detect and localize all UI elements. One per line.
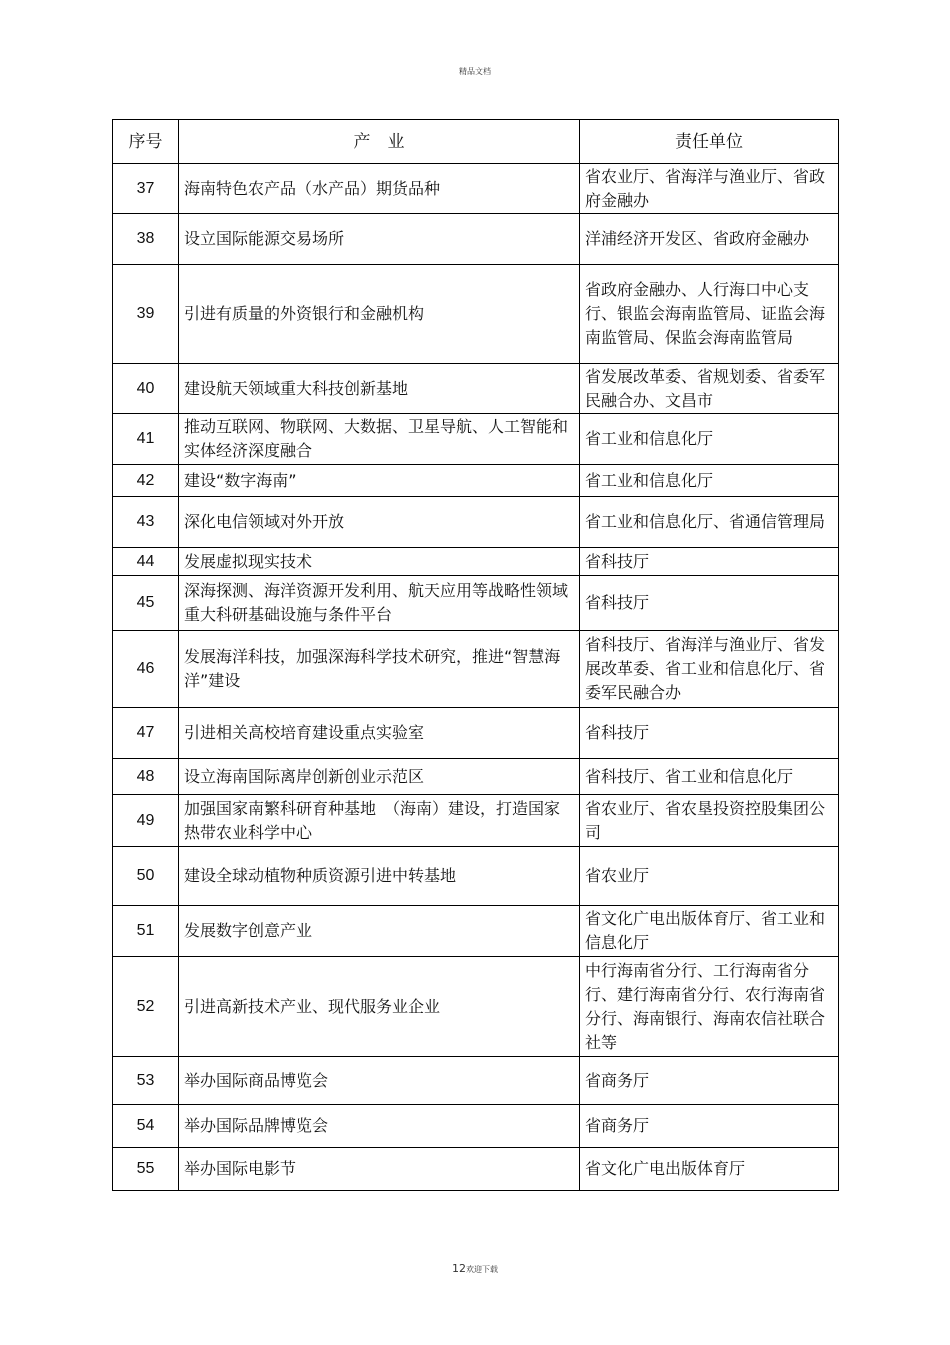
row-industry: 加强国家南繁科研育种基地 （海南）建设，打造国家热带农业科学中心 — [179, 795, 580, 847]
row-index: 52 — [113, 957, 179, 1057]
row-industry: 引进高新技术产业、现代服务业企业 — [179, 957, 580, 1057]
page-number: 12 — [452, 1262, 466, 1275]
table-row — [113, 631, 839, 708]
row-unit: 省科技厅 — [580, 576, 839, 631]
table-row — [113, 1057, 839, 1105]
table-row — [113, 214, 839, 265]
row-unit: 省科技厅、省海洋与渔业厅、省发展改革委、省工业和信息化厅、省委军民融合办 — [580, 631, 839, 708]
row-industry: 建设全球动植物种质资源引进中转基地 — [179, 847, 580, 906]
row-unit: 省科技厅、省工业和信息化厅 — [580, 759, 839, 795]
table-row — [113, 1148, 839, 1191]
row-index: 41 — [113, 414, 179, 465]
header-index: 序号 — [113, 120, 179, 164]
table-row — [113, 576, 839, 631]
row-industry: 建设航天领域重大科技创新基地 — [179, 364, 580, 414]
row-unit: 省农业厅、省海洋与渔业厅、省政府金融办 — [580, 164, 839, 214]
row-unit: 省工业和信息化厅、省通信管理局 — [580, 497, 839, 548]
row-unit: 中行海南省分行、工行海南省分行、建行海南省分行、农行海南省分行、海南银行、海南农信社联合社等 — [580, 957, 839, 1057]
row-unit: 省科技厅 — [580, 708, 839, 759]
row-industry: 深海探测、海洋资源开发利用、航天应用等战略性领域重大科研基础设施与条件平台 — [179, 576, 580, 631]
row-industry: 引进相关高校培育建设重点实验室 — [179, 708, 580, 759]
row-index: 38 — [113, 214, 179, 265]
header-note: 精品文档 — [459, 67, 491, 76]
row-unit: 省文化广电出版体育厅、省工业和信息化厅 — [580, 906, 839, 957]
row-industry: 建设“数字海南” — [179, 465, 580, 497]
table-row — [113, 708, 839, 759]
row-index: 51 — [113, 906, 179, 957]
table-row — [113, 795, 839, 847]
row-unit: 洋浦经济开发区、省政府金融办 — [580, 214, 839, 265]
row-index: 37 — [113, 164, 179, 214]
row-unit: 省政府金融办、人行海口中心支行、银监会海南监管局、证监会海南监管局、保监会海南监管局 — [580, 265, 839, 364]
row-unit: 省农业厅 — [580, 847, 839, 906]
page-footer — [0, 1262, 950, 1275]
row-index: 46 — [113, 631, 179, 708]
table-row — [113, 164, 839, 214]
table-row — [113, 1105, 839, 1148]
row-unit: 省商务厅 — [580, 1057, 839, 1105]
row-index: 47 — [113, 708, 179, 759]
row-index: 50 — [113, 847, 179, 906]
table-row — [113, 847, 839, 906]
row-index: 49 — [113, 795, 179, 847]
row-industry: 发展数字创意产业 — [179, 906, 580, 957]
row-industry: 设立国际能源交易场所 — [179, 214, 580, 265]
row-index: 45 — [113, 576, 179, 631]
row-index: 55 — [113, 1148, 179, 1191]
row-unit: 省文化广电出版体育厅 — [580, 1148, 839, 1191]
responsibility-table — [112, 119, 839, 1191]
header-unit: 责任单位 — [580, 120, 839, 164]
row-industry: 发展虚拟现实技术 — [179, 548, 580, 576]
row-industry: 举办国际品牌博览会 — [179, 1105, 580, 1148]
row-index: 39 — [113, 265, 179, 364]
row-index: 44 — [113, 548, 179, 576]
row-index: 54 — [113, 1105, 179, 1148]
row-unit: 省商务厅 — [580, 1105, 839, 1148]
row-index: 42 — [113, 465, 179, 497]
table-row — [113, 414, 839, 465]
row-industry: 发展海洋科技，加强深海科学技术研究，推进“智慧海洋”建设 — [179, 631, 580, 708]
row-industry: 推动互联网、物联网、大数据、卫星导航、人工智能和实体经济深度融合 — [179, 414, 580, 465]
table-row — [113, 265, 839, 364]
row-index: 48 — [113, 759, 179, 795]
footer-text: 欢迎下载 — [466, 1265, 498, 1274]
row-unit: 省农业厅、省农垦投资控股集团公司 — [580, 795, 839, 847]
row-industry: 设立海南国际离岸创新创业示范区 — [179, 759, 580, 795]
table-row — [113, 548, 839, 576]
table-row — [113, 957, 839, 1057]
row-unit: 省发展改革委、省规划委、省委军民融合办、文昌市 — [580, 364, 839, 414]
table-row — [113, 759, 839, 795]
row-index: 53 — [113, 1057, 179, 1105]
table-row — [113, 465, 839, 497]
row-index: 43 — [113, 497, 179, 548]
row-unit: 省科技厅 — [580, 548, 839, 576]
row-industry: 举办国际商品博览会 — [179, 1057, 580, 1105]
table-header-row — [113, 120, 839, 164]
header-industry: 产 业 — [179, 120, 580, 164]
row-industry: 引进有质量的外资银行和金融机构 — [179, 265, 580, 364]
row-industry: 海南特色农产品（水产品）期货品种 — [179, 164, 580, 214]
table-row — [113, 906, 839, 957]
table-row — [113, 497, 839, 548]
row-unit: 省工业和信息化厅 — [580, 465, 839, 497]
row-industry: 深化电信领域对外开放 — [179, 497, 580, 548]
row-industry: 举办国际电影节 — [179, 1148, 580, 1191]
row-unit: 省工业和信息化厅 — [580, 414, 839, 465]
row-index: 40 — [113, 364, 179, 414]
table-row — [113, 364, 839, 414]
